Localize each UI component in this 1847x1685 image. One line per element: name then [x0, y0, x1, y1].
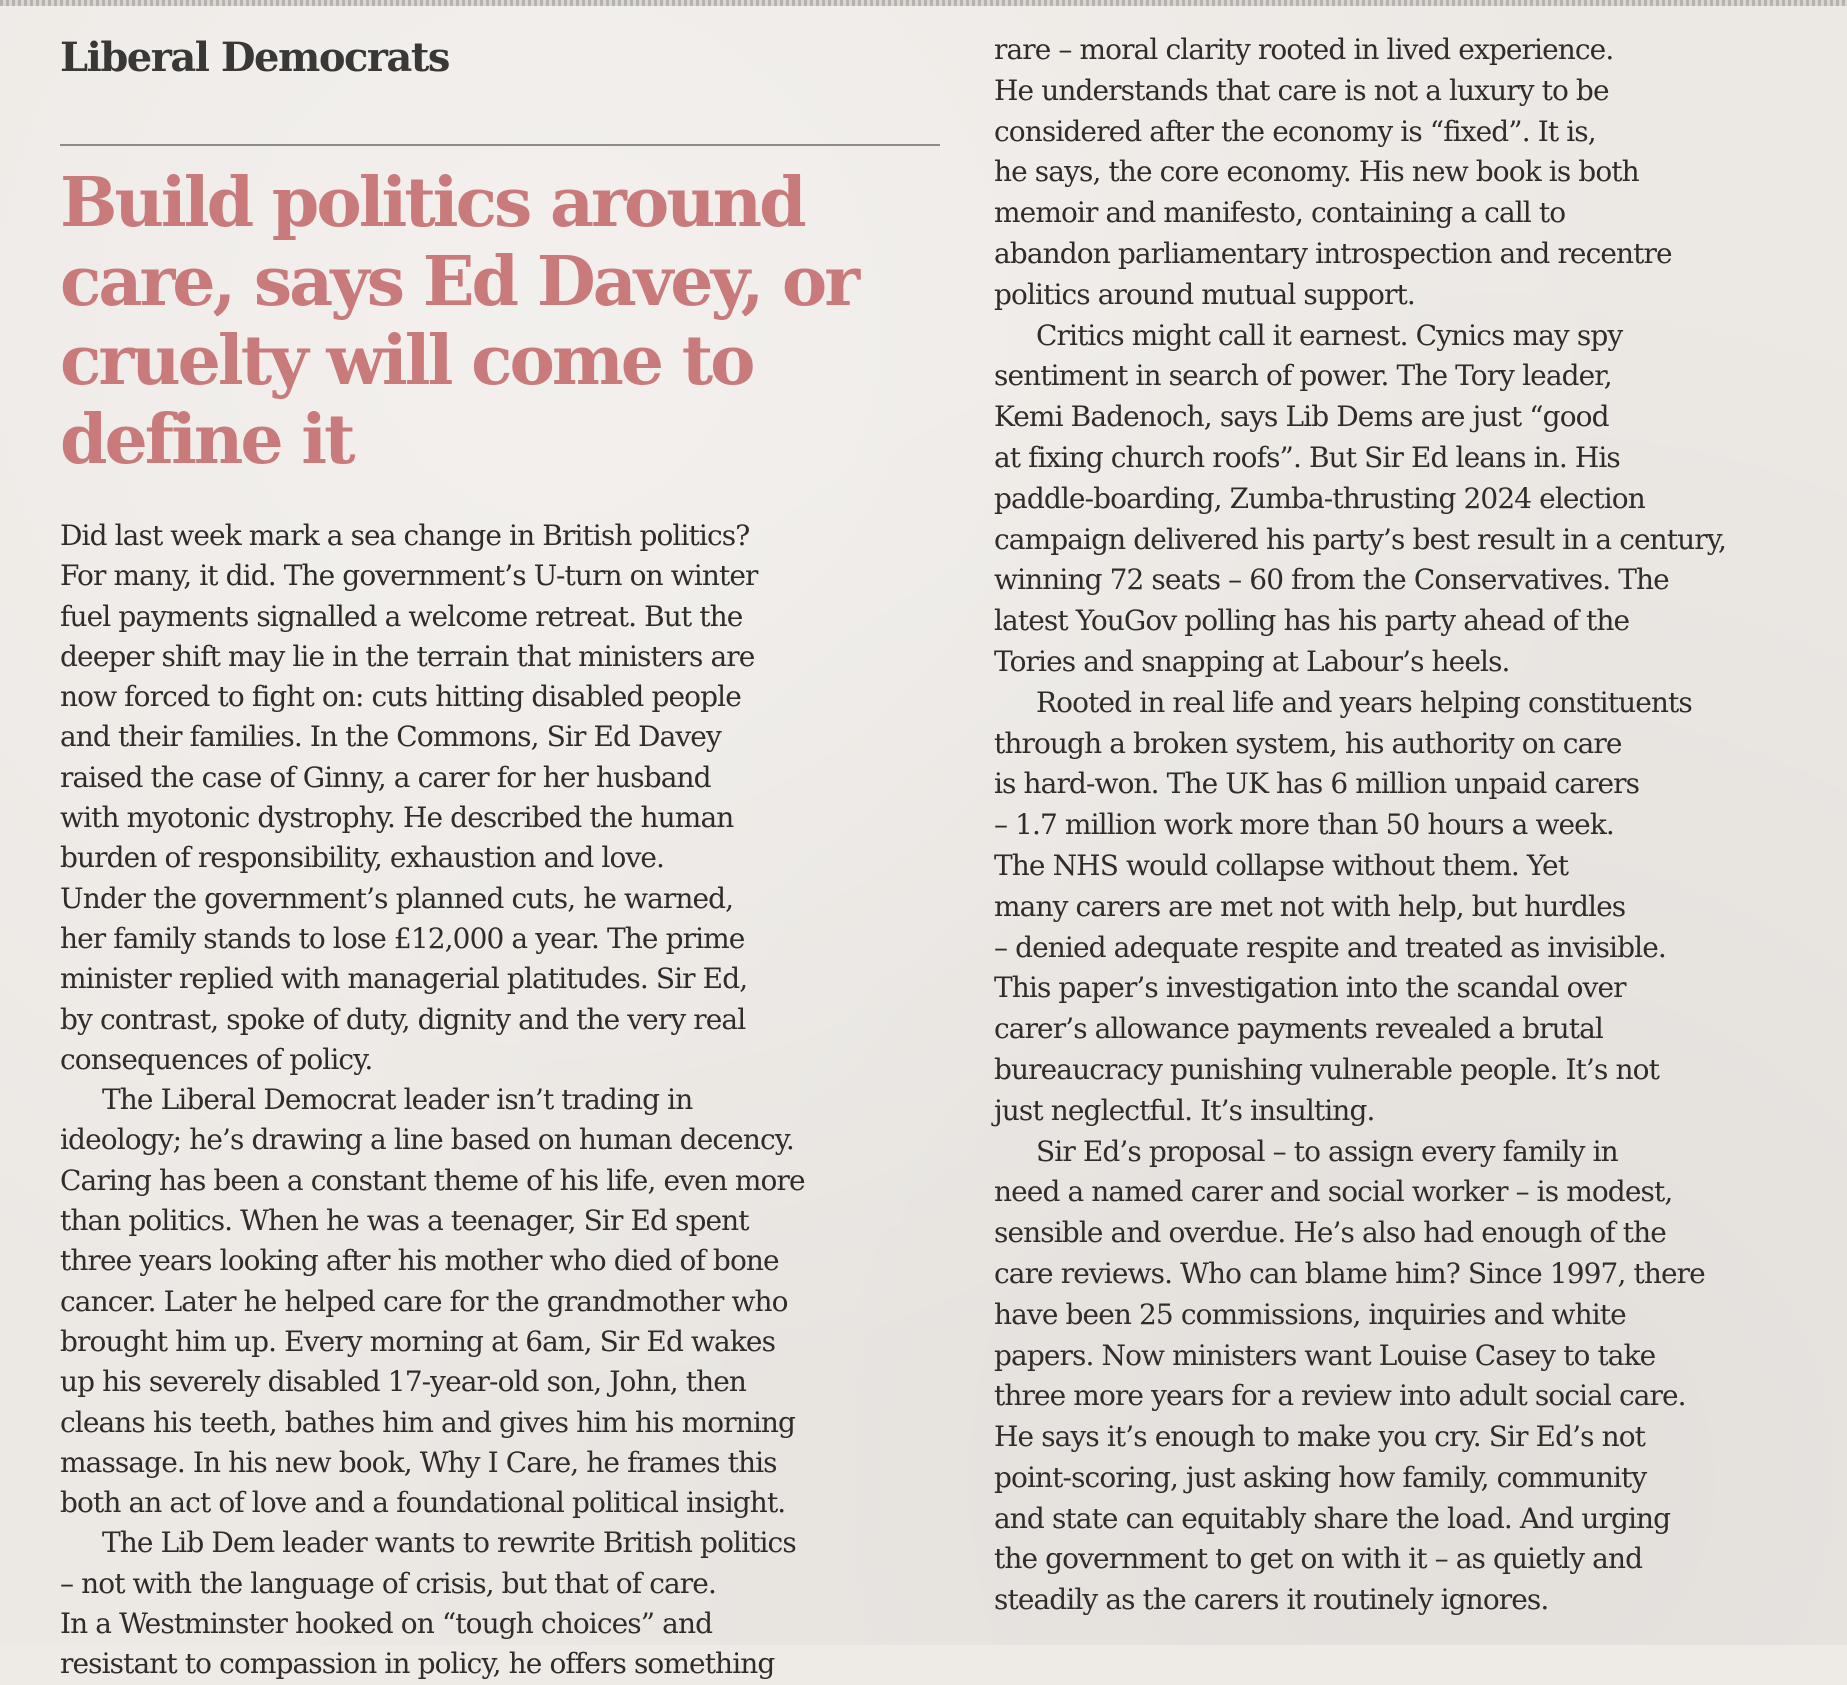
body-paragraph: The Lib Dem leader wants to rewrite British politics – not with the language of crisis, but that of care. In a Westminster hooked on “tough choices” and resistant to compassion in policy, he offers something [60, 1526, 796, 1681]
right-column [994, 30, 1814, 1621]
body-paragraph: Rooted in real life and years helping constituents through a broken system, his authority on care is hard-won. The UK has 6 million unpaid carers – 1.7 million work more than 50 hours a week. The NHS would collapse without them. Yet many carers are met not with help, but hurdles – denied adequate respite and treated as invisible. This paper’s investigation into the scandal over carer’s allowance payments revealed a brutal bureaucracy punishing vulnerable people. It’s not just neglectful. It’s insulting. [994, 685, 1692, 1127]
headline: Build politics around care, says Ed Davey, or cruelty will come to define it [60, 163, 858, 480]
body-paragraph: Sir Ed’s proposal – to assign every family in need a named carer and social worker – is modest, sensible and overdue. He’s also had enough of the care reviews. Who can blame him? Since 1997, there have been 25 commissions, inquiries and white papers. Now ministers want Louise Casey to take three more years for a review into adult social care. He says it’s enough to make you cry. Sir Ed’s not point-scoring, just asking how family, community and state can equitably share the load. And urging the government to get on with it – as quietly and steadily as the carers it routinely ignores. [994, 1134, 1705, 1617]
section-divider [60, 144, 940, 146]
body-paragraph: The Liberal Democrat leader isn’t trading in ideology; he’s drawing a line based on human decency. Caring has been a constant theme of his life, even more than politics. When he was a teenager, Sir Ed spent three years looking after his mother who died of bone cancer. Later he helped care for the grandmother who brought him up. Every morning at 6am, Sir Ed wakes up his severely disabled 17-year-old son, John, then cleans his teeth, bathes him and gives him his morning massage. In his new book, Why I Care, he frames this both an act of love and a foundational political insight. [60, 1083, 805, 1520]
body-paragraph: Critics might call it earnest. Cynics may spy sentiment in search of power. The Tory leader, Kemi Badenoch, says Lib Dems are just “good at fixing church roofs”. But Sir Ed leans in. His paddle-boarding, Zumba-thrusting 2024 election campaign delivered his party’s best result in a century, winning 72 seats – 60 from the Conservatives. The latest YouGov polling has his party ahead of the Tories and snapping at Labour’s heels. [994, 318, 1726, 678]
page-top-rule [0, 0, 1847, 6]
section-label: Liberal Democrats [60, 34, 449, 81]
body-paragraph: Did last week mark a sea change in British politics? For many, it did. The government’s U-turn on winter fuel payments signalled a welcome retreat. But the deeper shift may lie in the terrain that ministers are now forced to fight on: cuts hitting disabled people and their families. In the Commons, Sir Ed Davey raised the case of Ginny, a carer for her husband with myotonic dystrophy. He described the human burden of responsibility, exhaustion and love. Under the government’s planned cuts, he warned, her family stands to lose £12,000 a year. The prime minister replied with managerial platitudes. Sir Ed, by contrast, spoke of duty, dignity and the very real consequences of policy. [60, 519, 758, 1076]
left-column-body [60, 516, 940, 1685]
body-paragraph: rare – moral clarity rooted in lived experience. He understands that care is not a luxury to be considered after the economy is “fixed”. It is, he says, the core economy. His new book is both memoir and manifesto, containing a call to abandon parliamentary introspection and recentre politics around mutual support. [994, 33, 1672, 311]
left-column [60, 30, 940, 1685]
